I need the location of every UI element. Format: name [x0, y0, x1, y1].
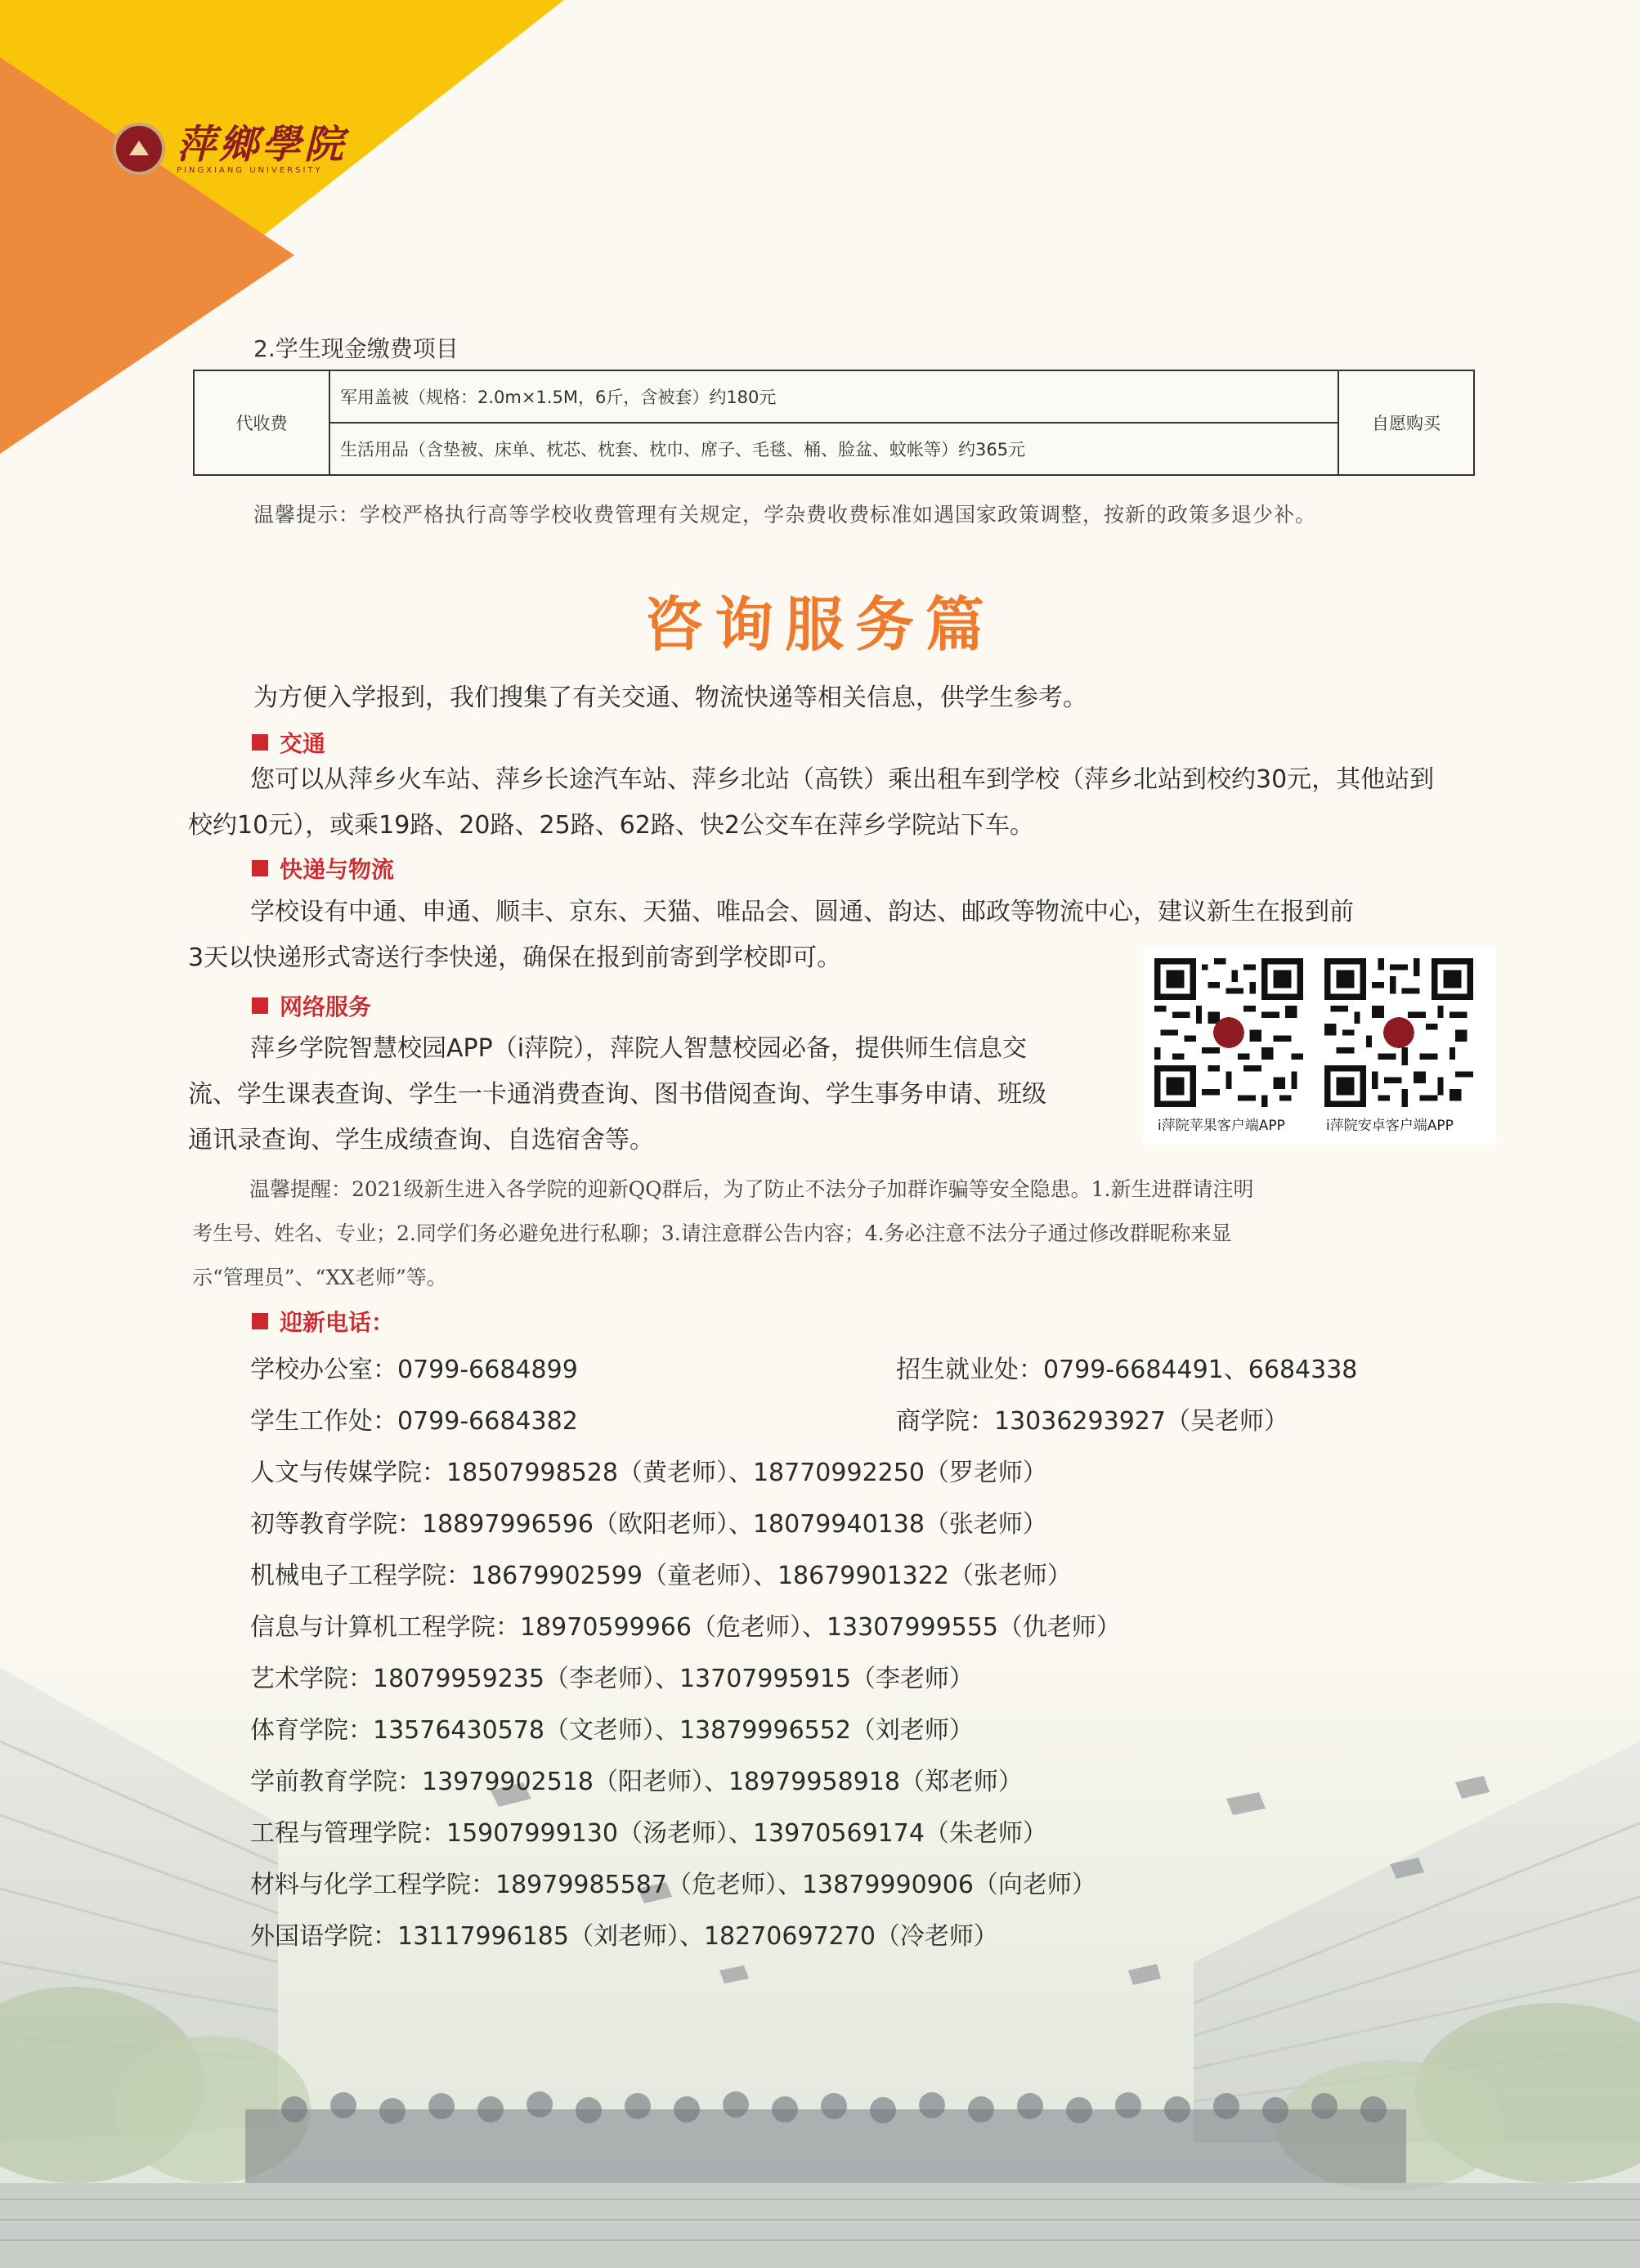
qr-code-icon [1154, 958, 1303, 1107]
phone-entry: 商学院：13036293927（吴老师） [896, 1407, 1288, 1436]
fee-reminder: 温馨提示：学校严格执行高等学校收费管理有关规定，学杂费收费标准如遇国家政策调整，按新的政策多退少补。 [253, 503, 1317, 527]
square-bullet-icon [252, 1313, 268, 1329]
qr-panel [1143, 947, 1496, 1145]
phone-entry: 艺术学院：18079959235（李老师）、13707995915（李老师） [250, 1665, 974, 1693]
fees-heading: 2.学生现金缴费项目 [253, 335, 459, 362]
qr-code-android[interactable] [1324, 958, 1473, 1107]
network-line: 通讯录查询、学生成绩查询、自选宿舍等。 [188, 1126, 654, 1154]
fee-item: 军用盖被（规格：2.0m×1.5M，6斤，含被套）约180元 [329, 370, 1338, 423]
square-bullet-icon [252, 860, 268, 876]
reminder-line: 考生号、姓名、专业；2.同学们务必避免进行私聊；3.请注意群公告内容；4.务必注意不法分子通过修改群昵称来显 [192, 1221, 1232, 1245]
fee-table [193, 370, 1475, 476]
university-logo [113, 123, 347, 175]
phone-entry: 信息与计算机工程学院：18970599966（危老师）、13307999555（仇老师） [250, 1613, 1121, 1642]
fee-category: 代收费 [194, 370, 329, 475]
qr-code-ios[interactable] [1154, 958, 1303, 1107]
square-bullet-icon [252, 997, 268, 1014]
transport-line: 您可以从萍乡火车站、萍乡长途汽车站、萍乡北站（高铁）乘出租车到学校（萍乡北站到校约30元，其他站到 [250, 765, 1435, 794]
network-line: 萍乡学院智慧校园APP（i萍院），萍院人智慧校园必备，提供师生信息交 [250, 1034, 1028, 1063]
qq-group-reminder [192, 1168, 1476, 1300]
phone-entry: 工程与管理学院：15907999130（汤老师）、13970569174（朱老师） [250, 1819, 1047, 1848]
phone-entry: 机械电子工程学院：18679902599（童老师）、18679901322（张老师） [250, 1562, 1072, 1590]
qr-caption-android: i萍院安卓客户端APP [1326, 1118, 1454, 1134]
transport-line: 校约10元），或乘19路、20路、25路、62路、快2公交车在萍乡学院站下车。 [188, 811, 1034, 840]
reminder-line: 示“管理员”、“XX老师”等。 [192, 1266, 447, 1289]
phone-entry: 初等教育学院：18897996596（欧阳老师）、18079940138（张老师） [250, 1510, 1047, 1539]
phone-entry: 人文与传媒学院：18507998528（黄老师）、18770992250（罗老师） [250, 1459, 1047, 1487]
table-row [194, 423, 1474, 475]
express-line: 3天以快递形式寄送行李快递，确保在报到前寄到学校即可。 [188, 944, 842, 972]
fee-note: 自愿购买 [1338, 370, 1474, 475]
section-title: 咨询服务篇 [643, 590, 996, 659]
phone-heading: 迎新电话： [252, 1305, 394, 1338]
express-heading: 快递与物流 [252, 852, 394, 885]
qr-caption-ios: i萍院苹果客户端APP [1158, 1118, 1285, 1134]
logo-name-en: PINGXIANG UNIVERSITY [177, 165, 323, 175]
phone-entry: 学前教育学院：13979902518（阳老师）、18979958918（郑老师） [250, 1768, 1023, 1796]
qr-code-icon [1324, 958, 1473, 1107]
university-seal-icon [113, 123, 165, 175]
fee-item: 生活用品（含垫被、床单、枕芯、枕套、枕巾、席子、毛毯、桶、脸盆、蚊帐等）约365元 [329, 423, 1338, 475]
transport-heading: 交通 [252, 726, 325, 759]
phone-entry: 招生就业处：0799-6684491、6684338 [896, 1356, 1358, 1384]
network-line: 流、学生课表查询、学生一卡通消费查询、图书借阅查询、学生事务申请、班级 [188, 1080, 1046, 1109]
square-bullet-icon [252, 734, 268, 751]
phone-entry: 学生工作处：0799-6684382 [250, 1407, 578, 1436]
reminder-line: 温馨提醒：2021级新生进入各学院的迎新QQ群后，为了防止不法分子加群诈骗等安全隐患。1.新生进群请注明 [249, 1177, 1254, 1201]
network-heading: 网络服务 [252, 989, 371, 1022]
phone-entry: 学校办公室：0799-6684899 [250, 1356, 578, 1384]
express-line: 学校设有中通、申通、顺丰、京东、天猫、唯品会、圆通、韵达、邮政等物流中心，建议新生在报到前 [250, 898, 1354, 926]
logo-name-cn: 萍鄉學院 [177, 121, 347, 168]
phone-entry: 外国语学院：13117996185（刘老师）、18270697270（冷老师） [250, 1922, 998, 1951]
table-row [194, 370, 1474, 423]
intro-text: 为方便入学报到，我们搜集了有关交通、物流快递等相关信息，供学生参考。 [253, 684, 1087, 712]
phone-entry: 体育学院：13576430578（文老师）、13879996552（刘老师） [250, 1716, 974, 1745]
phone-entry: 材料与化学工程学院：18979985587（危老师）、13879990906（向老师） [250, 1871, 1096, 1899]
